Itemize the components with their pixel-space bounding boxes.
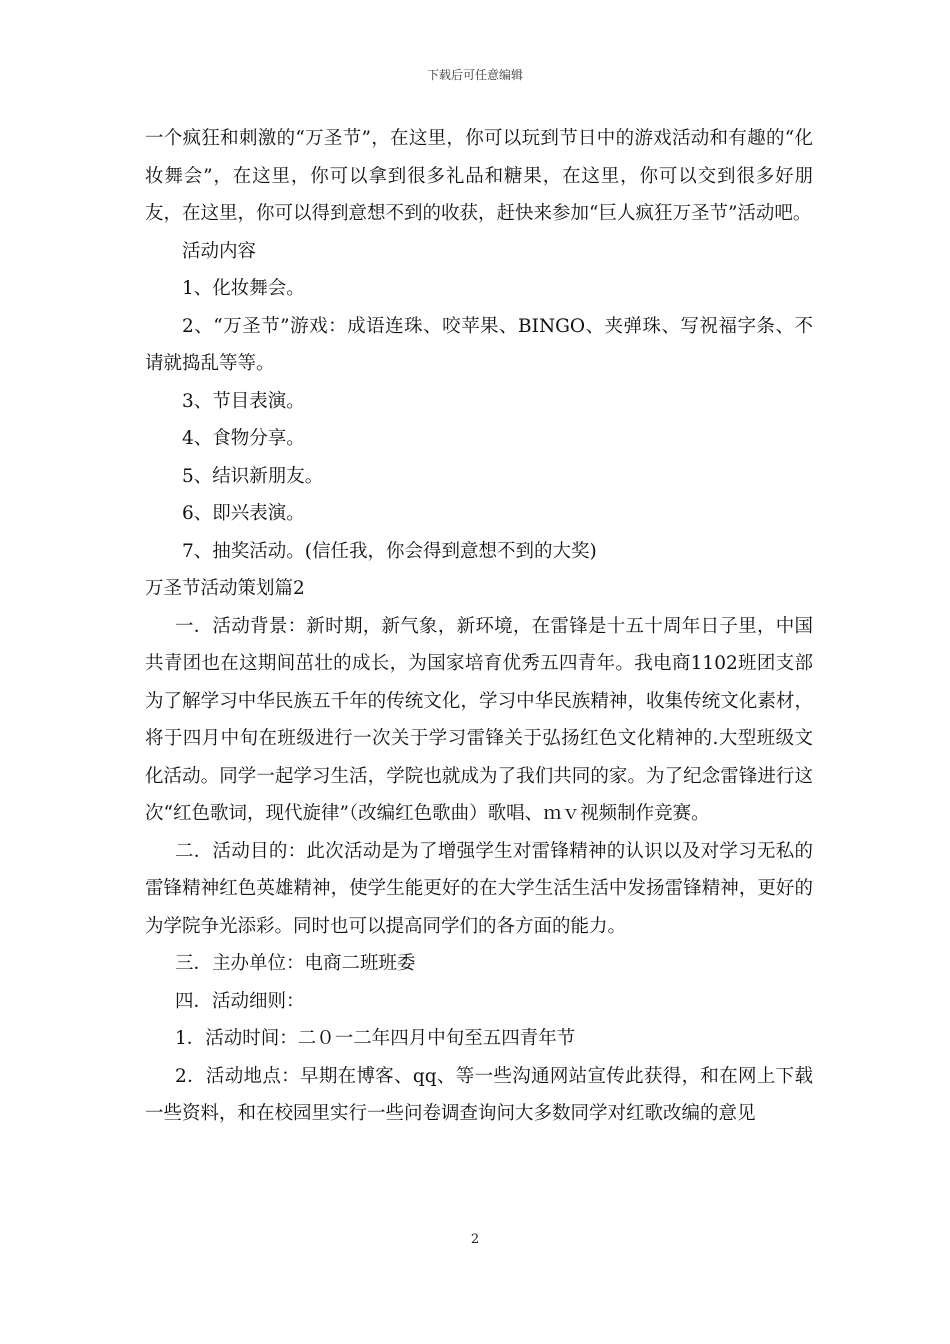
list-item: 6、即兴表演。 (182, 503, 305, 524)
list-item: 3、节目表演。 (182, 390, 305, 412)
page-number: 2 (470, 1232, 480, 1247)
background-paragraph: 一．活动背景：新时期，新气象，新环境，在雷锋是十五十周年日子里，中国共青团也在这期间茁壮的成长，为国家培育优秀五四青年。我电商1102班团支部为了解学习中华民族五千年的传统文化，学习中华民族精神，收集传统文化素材，将于四月中旬在班级进行一次关于学习雷锋关于弘扬红色文化精神的.大型班级文化活动。同学一起学习生活，学院也就成为了我们共同的家。为了纪念雷锋进行这次“红色歌词，现代旋律”（改编红色歌曲）歌唱、ｍｖ视频制作竞赛。 (145, 615, 813, 824)
location-paragraph: 2．活动地点：早期在博客、qq、等一些沟通网站宣传此获得，和在网上下载一些资料，和在校园里实行一些问卷调查询问大多数同学对红歌改编的意见 (145, 1065, 813, 1124)
section-heading-activity-content: 活动内容 (182, 240, 257, 262)
rules-heading: 四．活动细则： (175, 990, 305, 1012)
organizer-paragraph: 三．主办单位：电商二班班委 (175, 953, 416, 974)
page-header: 下载后可任意编辑 (426, 68, 523, 82)
list-item: 2、“万圣节”游戏：成语连珠、咬苹果、BINGO、夹弹珠、写祝福字条、不请就捣乱等等。 (145, 315, 813, 374)
purpose-paragraph: 二．活动目的：此次活动是为了增强学生对雷锋精神的认识以及对学习无私的雷锋精神红色英雄精神，使学生能更好的在大学生活生活中发扬雷锋精神，更好的为学院争光添彩。同时也可以提高同学们的各方面的能力。 (145, 840, 813, 937)
section-title: 万圣节活动策划篇2 (145, 578, 305, 599)
list-item: 7、抽奖活动。(信任我，你会得到意想不到的大奖) (182, 540, 597, 562)
list-item: 1、化妆舞会。 (182, 278, 305, 299)
document-body (145, 120, 813, 1133)
time-paragraph: 1．活动时间：二０一二年四月中旬至五四青年节 (175, 1028, 576, 1049)
list-item: 4、食物分享。 (182, 428, 305, 449)
intro-paragraph: 一个疯狂和刺激的“万圣节”，在这里，你可以玩到节日中的游戏活动和有趣的“化妆舞会”，在这里，你可以拿到很多礼品和糖果，在这里，你可以交到很多好朋友，在这里，你可以得到意想不到的收获，赶快来参加“巨人疯狂万圣节”活动吧。 (145, 128, 813, 224)
list-item: 5、结识新朋友。 (182, 465, 324, 487)
